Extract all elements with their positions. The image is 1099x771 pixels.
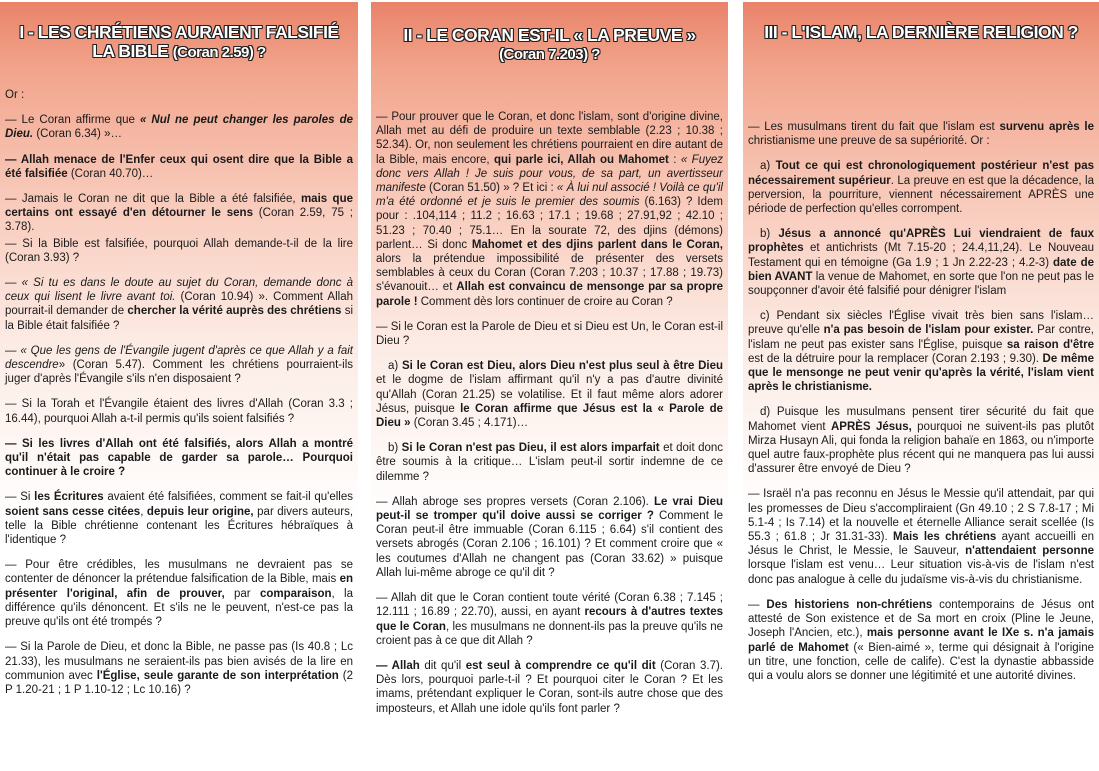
text-segment: (Coran 10.94) ». Comment Allah pourrait-il demander de — [5, 291, 353, 318]
text-segment: — — [748, 598, 767, 611]
text-segment: — Allah dit que le Coran contient toute vérité (Coran 6.38 ; 7.145 ; 12.111 ; 16.89 ; 22.70), aussi, en ayant — [376, 592, 723, 619]
text-segment: est seul à comprendre ce qu'il dit — [465, 659, 656, 672]
paragraph — [748, 120, 1094, 148]
paragraph — [748, 309, 1094, 394]
text-segment: la venue de Mahomet, en sorte que l'on ne peut pas le soupçonner d'avoir été falsifié pour dénigrer l'islam — [748, 270, 1094, 298]
text-segment: — — [5, 277, 22, 290]
text-segment: (Coran 6.34) »… — [33, 128, 122, 141]
text-segment: : — [668, 153, 681, 166]
text-segment: si la Bible était falsifiée ? — [5, 305, 354, 332]
text-segment: — Les musulmans tirent du fait que l'islam est — [748, 121, 1000, 133]
text-segment: — Allah menace de l'Enfer ceux qui osent dire que la Bible a été falsifiée — [5, 153, 353, 180]
paragraph — [376, 495, 723, 580]
text-segment: (Coran 3.45 ; 4.171)… — [410, 417, 529, 430]
paragraph — [748, 487, 1094, 586]
text-segment: — Pour être crédibles, les musulmans ne devraient pas se contenter de dénoncer la prétendue falsification de la Bible, mais — [5, 559, 353, 586]
text-segment: (Coran 2.59, 75 ; 3.78). — [5, 207, 354, 234]
text-segment: l'Église, seule garante de son interprétation — [96, 669, 339, 682]
text-segment: — Allah abroge ses propres versets (Coran 2.106). — [376, 495, 654, 508]
text-segment: sa raison d'être — [1006, 338, 1094, 351]
text-segment: — Si — [5, 491, 35, 504]
text-segment: a) — [760, 160, 776, 173]
text-segment: — Si la Torah et l'Évangile étaient des livres d'Allah (Coran 3.3 ; 16.44), pourquoi Allah a-t-il permis qu'ils soient falsifiés ? — [5, 398, 353, 425]
paragraph — [5, 397, 353, 425]
text-segment: avaient été falsifiées, comment se fait-il qu'elles — [103, 491, 353, 504]
column-1-title-line1: I - LES CHRÉTIENS AURAIENT FALSIFIÉ — [19, 22, 339, 42]
text-segment: (« Bien-aimé », terme qui désignait à l'origine un titre, une fonction, celle de calife). C'est la dynastie abbasside qui a voulu alors se donner une légitimité et une autorité divines. — [748, 641, 1094, 682]
text-segment: recours à d'autres textes que le Coran — [376, 606, 724, 633]
paragraph — [376, 110, 723, 309]
text-segment: « À lui nul associé ! Voilà ce qu'il m'a été ordonné et je suis le premier des soumis — [376, 182, 723, 209]
paragraph — [5, 113, 353, 141]
text-segment: Mais les chrétiens — [892, 531, 997, 544]
text-segment: (Coran 51.50) » ? Et ici : — [425, 182, 557, 195]
text-segment: Si le Coran n'est pas Dieu, il est alors imparfait — [401, 442, 660, 455]
text-segment: survenu après le — [999, 121, 1094, 133]
text-segment: — Allah — [376, 659, 420, 672]
column-1-title — [0, 2, 358, 62]
text-segment: Le vrai Dieu peut-il se tromper qu'il doive aussi se corriger ? — [376, 495, 723, 523]
text-segment: qui parle ici, Allah ou Mahomet — [493, 153, 669, 166]
paragraph — [5, 192, 353, 235]
text-segment: b) — [760, 228, 779, 241]
column-1-title-ref: (Coran 2.59) ? — [172, 44, 266, 61]
text-segment: d) Puisque les musulmans pensent tirer sécurité du fait que Mahomet vient — [748, 406, 1094, 433]
text-segment: « Fuyez donc vers Allah ! Je suis pour vous, de sa part, un avertisseur manifeste — [376, 153, 723, 195]
text-segment: « Si tu es dans le doute au sujet du Coran, demande donc à ceux qui lisent le livre avant toi. — [5, 277, 353, 304]
text-segment: . La preuve en est que la décadence, la perversion, la pourriture, viennent nécessairement APRÈS une période de perfection qu'elles corrompent. — [748, 174, 1094, 216]
text-segment: est de la détruire pour la remplacer (Coran 2.193 ; 9.30). — [748, 352, 1043, 365]
paragraph — [5, 237, 353, 265]
paragraph — [5, 437, 353, 480]
text-segment: (Coran 3.7). Dès lors, pourquoi parle-t-il ? Et pourquoi citer le Coran ? Et les imams, prétendant expliquer le Coran, sont-ils autre chose que des imposteurs, et Allah une idole qu'ils font parler ? — [376, 659, 723, 715]
text-segment: , les musulmans ne donnent-ils pas la preuve qu'ils ne croient pas à ce que dit Allah ? — [376, 620, 723, 647]
column-1-body — [5, 88, 353, 708]
text-segment: pourquoi ne suivent-ils pas plutôt Mirza Husayn Ali, qui fonda la religion bahaïe en 1863, ou n'importe quel autre faux-prophète plus récent qui ne manquera pas lui aussi d'assurer être envoyé de Dieu ? — [748, 420, 1094, 476]
paragraph — [748, 405, 1094, 476]
paragraph — [5, 640, 353, 697]
paragraph — [5, 558, 353, 629]
text-segment: a) — [388, 360, 402, 373]
paragraph — [376, 441, 723, 484]
text-segment: Comment dès lors continuer de croire au Coran ? — [417, 295, 673, 308]
text-segment: , la différence qu'ils dénoncent. Et s'ils ne le peuvent, n'est-ce pas la preuve qu'ils ont été trompés ? — [5, 587, 354, 629]
column-3-title-line1: III - L'ISLAM, LA DERNIÈRE RELIGION ? — [764, 22, 1078, 42]
paragraph — [5, 344, 353, 387]
text-segment: — Israël n'a pas reconnu en Jésus le Messie qu'il attendait, par qui les promesses de Dieu s'accompliraient (Gn 49.10 ; 2 S 7.8-17 ; Mi 5.1-4 ; Is 7.14) et la nouvelle et éternelle Alliance serait scellée (Is 55.3 ; 61.8 ; Jr 31.31-33). — [748, 488, 1094, 544]
text-segment: Comment le Coran peut-il être immuable (Coran 6.115 ; 6.64) s'il contient des versets abrogés (Coran 2.106 ; 16.101) ? Et comment croire que « les coutumes d'Allah ne changent pas (Coran 33.62) » puisque Allah lui-même abroge ce qu'il dit ? — [376, 510, 723, 579]
text-segment: et doit donc être soumis à la critique… L'islam peut-il sortir indemne de ce dilemme ? — [376, 442, 724, 483]
text-segment: depuis leur origine, — [146, 505, 254, 518]
text-segment: (6.163) ? Idem pour : .104,114 ; 11.2 ; 16.63 ; 17.1 ; 19.68 ; 27.91,92 ; 42.10 ; 51.23 ; 70.40 ; 75.1… En la sourate 72, des djins (démons) parlent… Si donc — [376, 196, 724, 251]
text-segment: c) Pendant six siècles l'Église vivait très bien sans l'islam… preuve qu'elle — [748, 310, 1094, 337]
text-segment: comparaison — [259, 587, 332, 600]
column-2-title — [371, 2, 728, 64]
text-segment: dit qu'il — [419, 659, 466, 672]
text-segment: par — [224, 587, 260, 600]
text-segment: le Coran affirme que Jésus est la « Parole de Dieu » — [376, 402, 723, 430]
paragraph — [5, 276, 353, 333]
paragraph — [5, 153, 353, 181]
text-segment: et antichrists (Mt 7.15-20 ; 24.4,11,24). Le Nouveau Testament qui en témoigne (Ga 1.9 ; 1 Jn 2.22-23 ; 4.2-3) — [748, 242, 1094, 269]
text-segment: — Pour prouver que le Coran, et donc l'islam, sont d'origine divine, Allah met au défi de produire un texte semblable (2.23 ; 10.38 ; 52.34). Or, non seulement les chrétiens pourraient en dire autant de la Bible, mais encore, — [376, 111, 723, 166]
text-segment: Mahomet et des djins parlent dans le Coran, — [471, 238, 723, 251]
text-segment: par divers auteurs, telle la Bible chrétienne contenant les Écritures hébraïques à l'identique ? — [5, 505, 354, 547]
text-segment: — — [5, 344, 21, 357]
text-segment: Jésus a annoncé qu'APRÈS Lui viendraient de faux prophètes — [748, 228, 1094, 255]
column-2-title-ref: (Coran 7.203) ? — [499, 46, 600, 63]
text-segment: ayant accueilli en Jésus le Christ, le Messie, le Sauveur, — [748, 531, 1094, 558]
text-segment: Si le Coran est Dieu, alors Dieu n'est plus seul à être Dieu — [401, 360, 723, 373]
text-segment: lorsque l'islam est venu… Leur situation vis-à-vis de l'islam n'est donc pas analogue à celle du judaïsme vis-à-vis du christianisme. — [748, 559, 1094, 586]
text-segment: , — [140, 505, 147, 518]
text-segment: — Si le Coran est la Parole de Dieu et si Dieu est Un, le Coran est-il Dieu ? — [376, 320, 723, 348]
column-2 — [371, 2, 728, 771]
text-segment: Allah est convaincu de mensonge par sa propre parole ! — [376, 281, 723, 308]
column-3-title — [743, 2, 1099, 42]
text-segment: — Jamais le Coran ne dit que la Bible a été falsifiée, — [5, 193, 301, 206]
text-segment: les Écritures — [34, 491, 104, 504]
text-segment: alors la prétendue impossibilité de présenter des versets semblables à ceux du Coran (Coran 7.203 ; 10.37 ; 17.88 ; 19.73) s'évanouit… et — [376, 253, 723, 294]
text-segment: et le dogme de l'islam affirmant qu'il n'y a pas d'autre divinité qu'Allah (Coran 21.25) se volatilise. Et il faut même alors adorer Jésus, puisque — [376, 374, 723, 415]
text-segment: » (Coran 5.47). Comment les chrétiens pourraient-ils juger d'après l'Évangile s'ils n'en disposaient ? — [5, 359, 353, 386]
text-segment: APRÈS Jésus, — [830, 420, 912, 433]
paragraph — [748, 227, 1094, 298]
text-segment: n'attendaient personne — [965, 545, 1095, 558]
column-2-body — [376, 110, 723, 727]
text-segment: — Le Coran affirme que — [5, 114, 140, 127]
column-2-title-line1: II - LE CORAN EST-IL « LA PREUVE » — [403, 25, 696, 45]
column-3 — [743, 2, 1099, 771]
text-segment: — Si les livres d'Allah ont été falsifiés, alors Allah a montré qu'il n'était pas capable de garder sa parole… Pourquoi continuer à le croire ? — [5, 437, 353, 479]
paragraph — [376, 359, 723, 430]
text-segment: — Si la Bible est falsifiée, pourquoi Allah demande-t-il de la lire (Coran 3.93) ? — [5, 237, 353, 264]
column-1 — [0, 2, 358, 771]
paragraph — [376, 591, 723, 648]
text-segment: (2 P 1.20-21 ; 1 P 1.10-12 ; Lc 10.16) ? — [5, 669, 354, 696]
text-segment: (Coran 40.70)… — [67, 167, 154, 180]
text-segment: date de bien AVANT — [748, 256, 1094, 283]
text-segment: mais que certains ont essayé d'en détourner le sens — [5, 193, 353, 220]
text-segment: Tout ce qui est chronologiquement postérieur n'est pas nécessairement supérieur — [748, 160, 1094, 187]
text-segment: « Que les gens de l'Évangile jugent d'après ce que Allah y a fait descendre — [5, 344, 353, 372]
text-segment: mais personne avant le IXe s. n'a jamais parlé de Mahomet — [748, 627, 1094, 654]
column-3-body — [748, 120, 1094, 694]
paragraph — [748, 159, 1094, 216]
text-segment: Des historiens non-chrétiens — [766, 598, 933, 611]
text-segment: Or : — [5, 89, 25, 101]
paragraph — [5, 88, 353, 102]
paragraph — [748, 598, 1094, 683]
paragraph — [376, 659, 723, 716]
text-segment: b) — [388, 442, 402, 455]
text-segment: « Nul ne peut changer les paroles de Dieu. — [5, 114, 353, 141]
text-segment: De même que le mensonge ne peut venir qu'après la vérité, l'islam vient après le christianisme. — [748, 352, 1094, 394]
text-segment: Par contre, l'islam ne peut pas exister sans l'Église, puisque — [748, 324, 1094, 351]
text-segment: soient sans cesse citées — [5, 505, 141, 518]
paragraph — [5, 490, 353, 547]
text-segment: chercher la vérité auprès des chrétiens — [127, 305, 342, 318]
text-segment: n'a pas besoin de l'islam pour exister. — [823, 324, 1034, 337]
paragraph — [376, 320, 723, 348]
text-segment: — Si la Parole de Dieu, et donc la Bible, ne passe pas (Is 40.8 ; Lc 21.33), les musulmans ne seraient-ils pas bien avisés de la lire en communion avec — [5, 641, 353, 682]
text-segment: christianisme une preuve de sa supériorité. Or : — [748, 135, 990, 148]
column-1-title-line2: LA BIBLE — [92, 41, 169, 61]
text-segment: contemporains de Jésus ont attesté de Son existence et de Sa mort en croix (Pline le Jeune, Joseph l'Ancien, etc.), — [748, 598, 1095, 640]
text-segment: en présenter l'original, afin de prouver, — [5, 573, 353, 600]
